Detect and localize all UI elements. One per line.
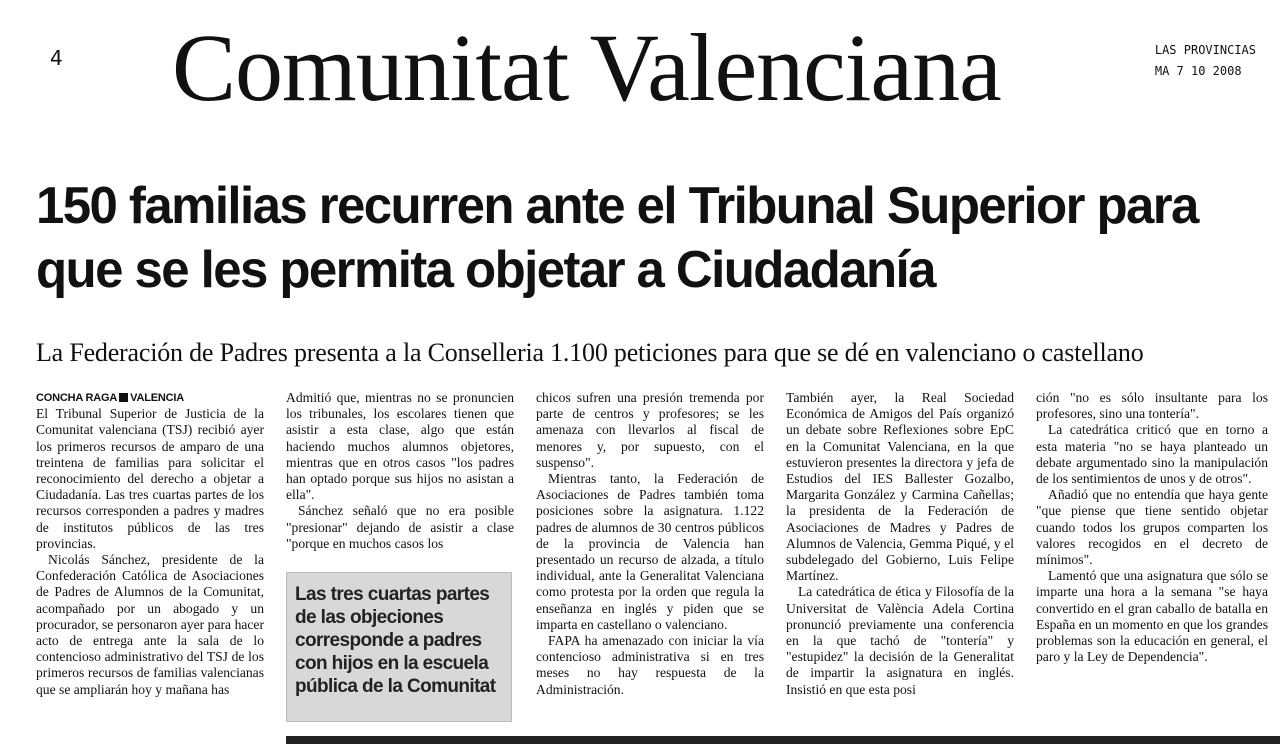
pull-quote: Las tres cuartas partes de las objeciones corresponde a padres con hijos en la escuela pública de la Comunitat bbox=[286, 572, 512, 722]
section-title: Comunitat Valenciana bbox=[172, 14, 1001, 121]
article-paragraph: chicos sufren una presión tremenda por parte de centros y profesores; se les amenaza con llevarlos al fiscal de menores y, por supuesto, con el suspenso". bbox=[536, 390, 764, 470]
article-paragraph: Admitió que, mientras no se pronuncien los tribunales, los escolares tienen que asistir a esta clase, algo que están haciendo muchos alumnos objetores, mientras que en otros casos "los padres han optado porque sus hijos no asistan a ella". bbox=[286, 390, 514, 503]
article-paragraph: FAPA ha amenazado con iniciar la vía contencioso administrativa si en tres meses no hay respuesta de la Administración. bbox=[536, 633, 764, 697]
article-column-3 bbox=[536, 390, 764, 744]
headline: 150 familias recurren ante el Tribunal Superior para que se les permita objetar a Ciudadanía bbox=[36, 177, 1198, 299]
page-number: 4 bbox=[50, 46, 63, 70]
article-paragraph: También ayer, la Real Sociedad Económica de Amigos del País organizó un debate sobre Reflexiones sobre EpC en la Comunitat Valenciana, en la que estuvieron presentes la directora y jefa de Estudios del IES Ballester Gozalbo, Margarita González y Carmina Cañellas; la presidenta de la Federación de Asociaciones de Madres y Padres de Alumnos de Valencia, Gemma Piqué, y el subdelegado del Gobierno, Luis Felipe Martínez. bbox=[786, 390, 1014, 584]
byline-author: CONCHA RAGA bbox=[36, 392, 118, 404]
issue-date: MA 7 10 2008 bbox=[1154, 64, 1242, 78]
newspaper-name: LAS PROVINCIAS bbox=[1154, 43, 1256, 57]
article-paragraph: La catedrática de ética y Filosofía de la Universitat de València Adela Cortina pronunció previamente una conferencia en la que tachó de "tontería" y "estupidez" la decisión de la Generalitat de impartir la asignatura en inglés. Insistió en que esta posi bbox=[786, 584, 1014, 697]
article-paragraph: Añadió que no entendía que haya gente "que piense que tiene sentido objetar cuando todos los grupos comparten los valores recogidos en el decreto de mínimos". bbox=[1036, 487, 1268, 568]
article-paragraph: El Tribunal Superior de Justicia de la Comunitat valenciana (TSJ) recibió ayer los primeros recursos de amparo de una treintena de familias para solicitar el reconocimiento del derecho a objetar a Ciudadanía. Las tres cuartas partes de los recursos corresponden a padres y madres de institutos públicos de las tres provincias. bbox=[36, 406, 264, 551]
byline bbox=[36, 390, 264, 406]
article-paragraph: Mientras tanto, la Federación de Asociaciones de Padres también toma posiciones sobre la asignatura. 1.122 padres de alumnos de 30 centros públicos de la provincia de Valencia han presentado un recurso de alzada, a título individual, ante la Generalitat Valenciana como protesta por la orden que regula la enseñanza en inglés y piden que se imparta en castellano o valenciano. bbox=[536, 471, 764, 632]
bottom-image-edge bbox=[286, 736, 1280, 744]
article-column-5 bbox=[1036, 390, 1268, 744]
byline-location: VALENCIA bbox=[130, 392, 184, 404]
subheadline: La Federación de Padres presenta a la Conselleria 1.100 peticiones para que se dé en valenciano o castellano bbox=[36, 338, 1144, 367]
article-column-4 bbox=[786, 390, 1014, 744]
article-paragraph: Lamentó que una asignatura que sólo se imparte una hora a la semana "se haya convertido en el gran caballo de batalla en España en un momento en que los grandes problemas son la educación en general, el paro y la Ley de Dependencia". bbox=[1036, 568, 1268, 665]
masthead bbox=[1155, 40, 1256, 82]
byline-separator-mark bbox=[119, 393, 128, 402]
article-paragraph: Sánchez señaló que no era posible "presionar" dejando de asistir a clase "porque en muchos casos los bbox=[286, 503, 514, 551]
article-paragraph: ción "no es sólo insultante para los profesores, sino una tontería". bbox=[1036, 390, 1268, 422]
article-paragraph: Nicolás Sánchez, presidente de la Confederación Católica de Asociaciones de Padres de Alumnos de la Comunitat, acompañado por un abogado y un procurador, se personaron ayer para hacer acto de entrega ante la sala de lo contencioso administrativo del TSJ de los primeros recursos de familias valencianas que se ampliarán hoy y mañana has bbox=[36, 552, 264, 697]
article-column-1 bbox=[36, 390, 264, 744]
article-paragraph: La catedrática criticó que en torno a esta materia "no se haya planteado un debate argumentado sino la manipulación de los sentimientos de unos y de otros". bbox=[1036, 422, 1268, 487]
